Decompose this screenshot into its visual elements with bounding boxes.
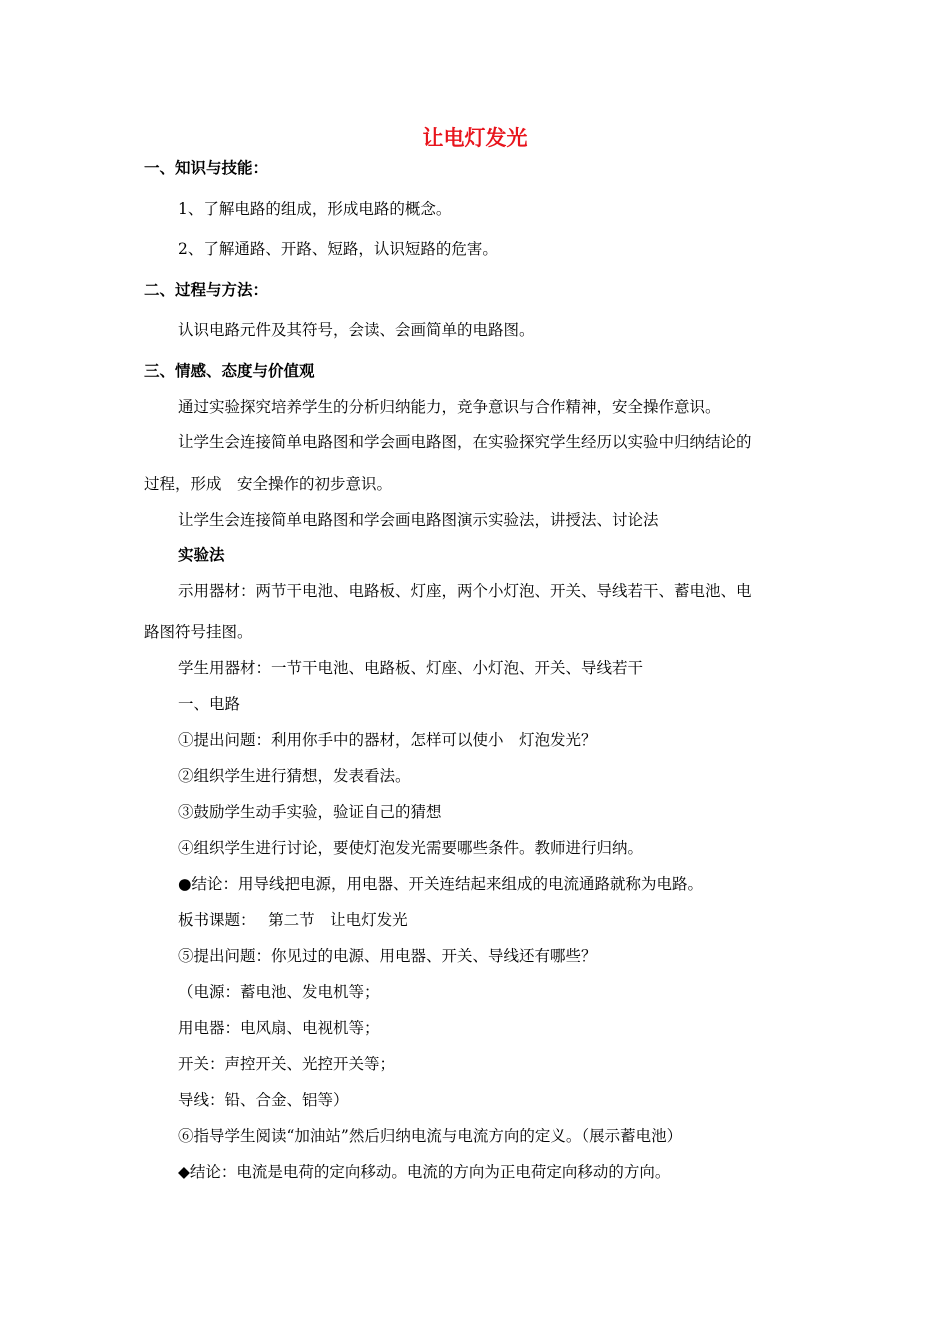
conclusion: ◆结论：电流是电荷的定向移动。电流的方向为正电荷定向移动的方向。 bbox=[178, 1163, 671, 1181]
section-label-circuit: 一、电路 bbox=[178, 695, 241, 713]
example-line: 导线：铅、合金、铝等） bbox=[178, 1091, 349, 1109]
paragraph: 认识电路元件及其符号，会读、会画简单的电路图。 bbox=[178, 321, 535, 339]
section-heading-knowledge: 一、知识与技能： bbox=[144, 159, 269, 177]
subheading-experiment-method: 实验法 bbox=[178, 546, 225, 564]
section-heading-process: 二、过程与方法： bbox=[144, 281, 269, 299]
paragraph-continuation: 过程，形成 安全操作的初步意识。 bbox=[144, 475, 393, 493]
document-title: 让电灯发光 bbox=[422, 126, 528, 150]
example-line: （电源：蓄电池、发电机等； bbox=[178, 983, 380, 1001]
example-line: 用电器：电风扇、电视机等； bbox=[178, 1019, 380, 1037]
paragraph: 1、了解电路的组成，形成电路的概念。 bbox=[178, 200, 452, 218]
example-line: 开关：声控开关、光控开关等； bbox=[178, 1055, 396, 1073]
board-title: 板书课题： 第二节 让电灯发光 bbox=[178, 911, 408, 929]
conclusion: ●结论：用导线把电源，用电器、开关连结起来组成的电流通路就称为电路。 bbox=[178, 875, 704, 893]
paragraph: 通过实验探究培养学生的分析归纳能力，竞争意识与合作精神，安全操作意识。 bbox=[178, 398, 721, 416]
list-item: ④组织学生进行讨论，要使灯泡发光需要哪些条件。教师进行归纳。 bbox=[178, 839, 644, 857]
paragraph: 让学生会连接简单电路图和学会画电路图演示实验法，讲授法、讨论法 bbox=[178, 511, 659, 529]
list-item: ③鼓励学生动手实验，验证自己的猜想 bbox=[178, 803, 442, 821]
section-heading-attitude: 三、情感、态度与价值观 bbox=[144, 362, 315, 380]
paragraph: 让学生会连接简单电路图和学会画电路图，在实验探究学生经历以实验中归纳结论的 bbox=[178, 433, 752, 451]
paragraph: 示用器材：两节干电池、电路板、灯座，两个小灯泡、开关、导线若干、蓄电池、电 bbox=[178, 582, 752, 600]
paragraph: 2、了解通路、开路、短路，认识短路的危害。 bbox=[178, 240, 498, 258]
list-item: ②组织学生进行猜想，发表看法。 bbox=[178, 767, 411, 785]
list-item: ①提出问题：利用你手中的器材，怎样可以使小 灯泡发光？ bbox=[178, 731, 597, 749]
list-item: ⑥指导学生阅读“加油站”然后归纳电流与电流方向的定义。（展示蓄电池） bbox=[178, 1127, 683, 1145]
list-item: ⑤提出问题：你见过的电源、用电器、开关、导线还有哪些？ bbox=[178, 947, 597, 965]
paragraph-continuation: 路图符号挂图。 bbox=[144, 623, 253, 641]
paragraph: 学生用器材：一节干电池、电路板、灯座、小灯泡、开关、导线若干 bbox=[178, 659, 644, 677]
